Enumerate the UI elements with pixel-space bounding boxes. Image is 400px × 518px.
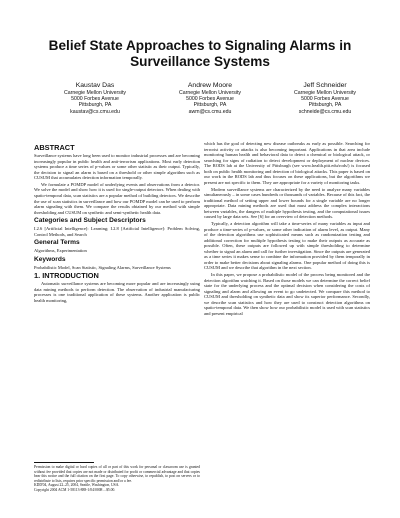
author-2 [155, 82, 265, 115]
right-column [204, 141, 370, 318]
introduction-heading: 1. INTRODUCTION [34, 271, 99, 281]
permission-notice: Permission to make digital or hard copies of all or part of this work for personal or classroom use is granted without fee provided that copies are not made or distributed for profit or commercial advantage and that copies bear this notice and the full citation on the first page. To copy otherwise, to republish, to post on servers or to redistribute to lists, requires prior specific permission and/or a fee. [34, 465, 200, 483]
author-3 [270, 82, 380, 115]
author-address: 5000 Forbes Avenue [301, 96, 349, 103]
author-affiliation: Carnegie Mellon University [294, 90, 356, 96]
author-affiliation: Carnegie Mellon University [179, 90, 241, 96]
categories-heading: Categories and Subject Descriptors [34, 217, 146, 225]
conference-notice: KDD'04, August 22–25, 2004, Seattle, Washington, USA. [34, 483, 120, 488]
author-name: Andrew Moore [187, 82, 233, 89]
author-email: awm@cs.cmu.edu [188, 108, 232, 115]
author-1 [40, 82, 150, 115]
author-affiliation: Carnegie Mellon University [64, 90, 126, 96]
body-paragraph: which has the goal of detecting new disease outbreaks as early as possible. Searching for terrorist activity or attacks is also becoming important. Applications in that area include monitoring human health and behavioral data to detect a chemical or biological attack, or searching for signs of radiation to detect development or deployment of nuclear devices. The RODS lab at the University of Pittsburgh (see www.health.pitt.edu/rods/) is focused both on public health monitoring and detection of biological attacks. This paper is based on our work in the RODS lab and thus focuses on these applications, but the algorithms we present are not specific to them. They are appropriate for a variety of monitoring tasks. [204, 141, 370, 185]
keywords-heading: Keywords [34, 255, 66, 263]
author-block [40, 82, 380, 115]
abstract-paragraph: We formulate a POMDP model of underlying events and observations from a detector. We solve the model and show how it is used for single-output detectors. When dealing with spatio-temporal data, scan statistics are a popular method of building detectors. We describe the use of scan statistics in surveillance and how our POMDP model can be used to perform alarm signaling with them. We compare the results obtained by our method with simple thresholding and CUSUM on synthetic and semi-synthetic health data. [34, 181, 200, 215]
general-terms-text: Algorithms, Experimentation [34, 248, 87, 254]
copyright-notice: Copyright 2004 ACM 1-58113-888-1/04/0008 ...$5.00. [34, 487, 116, 492]
author-email: kaustav@cs.cmu.edu [70, 108, 120, 115]
abstract-paragraph: Surveillance systems have long been used to monitor industrial processes and are becoming increasingly popular in public health and anti-terrorism applications. Most early detection systems produce a time series of p-values or some other statistic as their output. Typically, the decision to signal an alarm is based on a threshold or other simple algorithm such as CUSUM that accumulates detection information temporally. [34, 153, 200, 181]
author-email: schneide@cs.cmu.edu [298, 108, 352, 115]
body-paragraph: In this paper, we propose a probabilistic model of the process being monitored and the detection algorithm watching it. Based on those models we can determine the correct belief state for the underlying process and the optimal decision when considering the costs of signaling and alarm and allowing an event to go undetected. We compare this method to CUSUM and thresholding on synthetic data and show its superior performance. Secondly, we describe scan statistics and how they are used to construct detection algorithms on spatio-temporal data. We then show how our probabilistic model is used with scan statistics and present empirical [204, 272, 370, 316]
keywords-text: Probabilistic Model, Scan Statistic, Signaling Alarms, Surveillance Systems [34, 264, 171, 270]
author-city: Pittsburgh, PA [193, 102, 227, 109]
categories-text: I.2.6 [Artificial Intelligence]: Learning; I.2.8 [Artificial Intelligence]: Problem Solving, Control Methods, and Search [34, 226, 200, 237]
body-paragraph: Typically, a detection algorithm will take a time-series of many variables as input and produce a time-series of p-values, or some other indication of alarm level, as output. Many of the detection algorithms use sophisticated means such as randomization testing and additional correction for multiple hypothesis testing to make their outputs as accurate as possible. Often, these outputs are followed up with simple thresholding to determine whether to signal an alarm and call for further investigation. Since the outputs are generated as a time series it makes sense to combine the information provided by them temporally in order to make better decisions about signaling alarms. One popular method of doing this is CUSUM and we describe that algorithm in the next section. [204, 221, 370, 271]
author-address: 5000 Forbes Avenue [71, 96, 119, 103]
author-city: Pittsburgh, PA [308, 102, 342, 109]
copyright-footnote [34, 462, 200, 493]
author-address: 5000 Forbes Avenue [186, 96, 234, 103]
footnote-rule [34, 462, 94, 463]
abstract-heading: ABSTRACT [34, 143, 75, 152]
left-column [34, 142, 200, 305]
paper-title: Belief State Approaches to Signaling Alarms in Surveillance Systems [48, 38, 352, 69]
body-paragraph: Modern surveillance systems are characterized by the need to analyze many variables simultaneously – in some cases hundreds or thousands of variables. Because of this fact, the traditional method of setting upper and lower bounds for a single variable are no longer appropriate. Data mining methods are used that must address the complex interactions between variables, the dangers of multiple hypothesis testing, and the computational issues caused by large data sets. See [6] for an overview of detection methods. [204, 186, 370, 220]
author-city: Pittsburgh, PA [78, 102, 112, 109]
author-name: Kaustav Das [75, 82, 115, 89]
general-terms-heading: General Terms [34, 239, 80, 247]
author-name: Jeff Schneider [303, 82, 347, 89]
introduction-paragraph: Automatic surveillance systems are becoming more popular and are increasingly using data mining methods to perform detection. The observation of industrial manufacturing processes is one traditional application of these systems. Another application is public health monitoring, [34, 281, 200, 304]
